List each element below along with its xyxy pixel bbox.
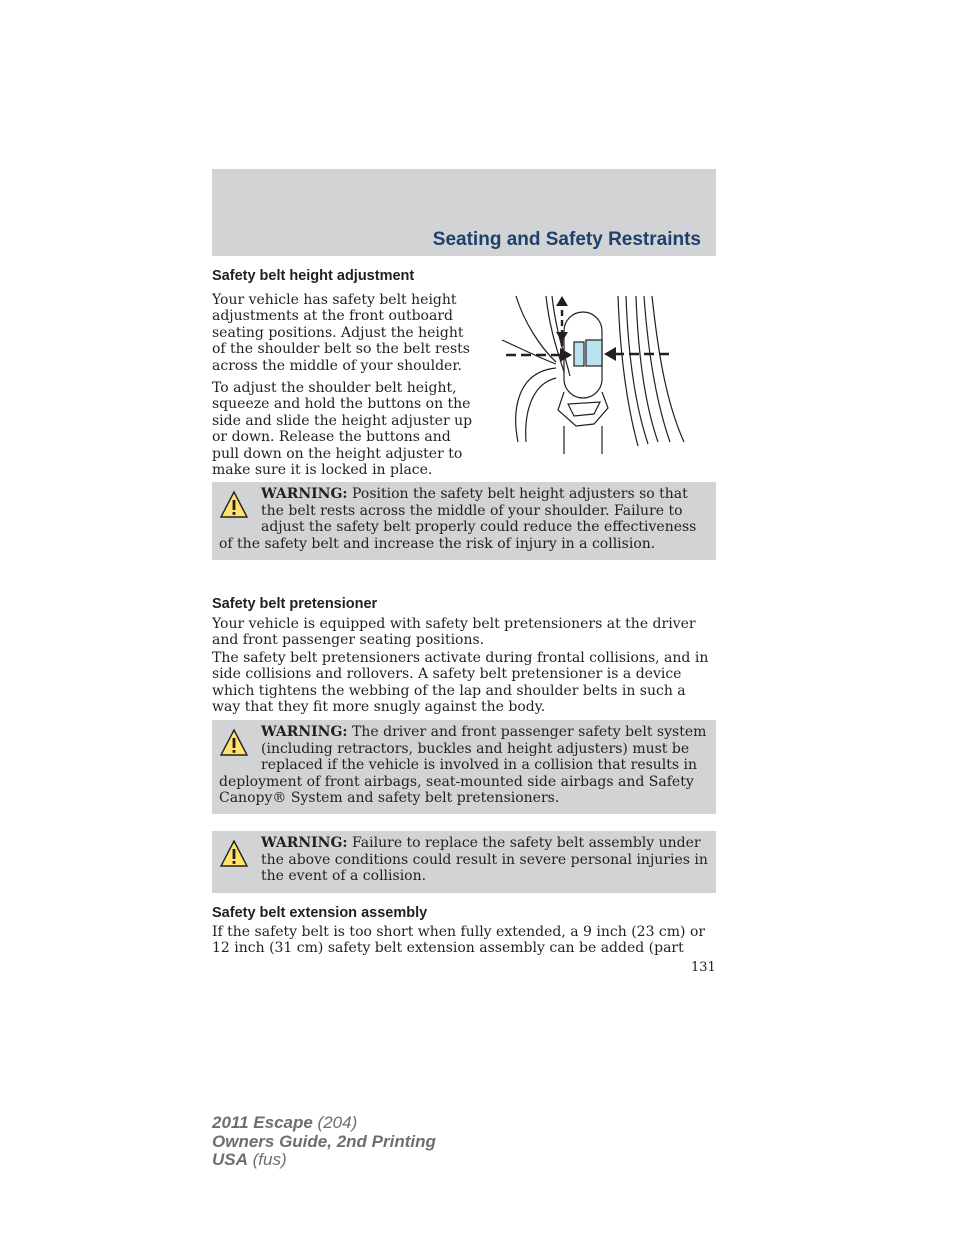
heading-height-adjustment: Safety belt height adjustment bbox=[212, 268, 415, 284]
warning-box-pretensioner-1 bbox=[212, 720, 716, 814]
warning-text-height bbox=[219, 486, 708, 552]
footer-model: 2011 Escape bbox=[212, 1113, 313, 1132]
warning-box-height bbox=[212, 482, 716, 560]
section-header-band bbox=[212, 169, 716, 256]
warning-label: WARNING: bbox=[261, 486, 348, 502]
warning-label: WARNING: bbox=[261, 835, 348, 851]
warning-body: The driver and front passenger safety belt system (including retractors, buckles and height adjusters) must be replaced if the vehicle is involved in a collision that results in deployment of front airbags, seat-mounted side airbags and Safety Canopy® System and safety belt pretensioners. bbox=[219, 724, 707, 806]
footer-market: USA bbox=[212, 1150, 248, 1169]
document-footer bbox=[212, 1114, 436, 1170]
warning-text-pretensioner-1 bbox=[219, 724, 708, 807]
footer-guide-edition: Owners Guide, 2nd Printing bbox=[212, 1131, 436, 1151]
warning-box-pretensioner-2 bbox=[212, 831, 716, 893]
section-title: Seating and Safety Restraints bbox=[432, 229, 701, 250]
warning-body: Failure to replace the safety belt assembly under the above conditions could result in severe personal injuries in the event of a collision. bbox=[261, 835, 708, 884]
heading-extension-assembly: Safety belt extension assembly bbox=[212, 905, 428, 921]
warning-triangle-icon bbox=[219, 839, 249, 869]
page-number: 131 bbox=[691, 960, 716, 975]
footer-model-code: (204) bbox=[312, 1113, 358, 1132]
paragraph-extension-1: If the safety belt is too short when fully extended, a 9 inch (23 cm) or 12 inch (31 cm) safety belt extension assembly can be added (part bbox=[212, 924, 706, 957]
warning-label: WARNING: bbox=[261, 724, 348, 740]
belt-height-adjuster-illustration bbox=[498, 292, 716, 454]
warning-text-pretensioner-2 bbox=[219, 835, 708, 885]
footer-market-code: (fus) bbox=[247, 1150, 287, 1169]
heading-pretensioner: Safety belt pretensioner bbox=[212, 596, 378, 612]
warning-triangle-icon bbox=[219, 728, 249, 758]
paragraph-height-1: Your vehicle has safety belt height adjustments at the front outboard seating positions. Adjust the height of the shoulder belt so the belt rests across the middle of your shoulder. bbox=[212, 292, 470, 374]
paragraph-pretensioner-2: The safety belt pretensioners activate during frontal collisions, and in side collisions and rollovers. A safety belt pretensioner is a device which tightens the webbing of the lap and shoulder belts in such a way that they fit more snugly against the body. bbox=[212, 650, 709, 716]
paragraph-pretensioner-1: Your vehicle is equipped with safety belt pretensioners at the driver and front passenger seating positions. bbox=[212, 616, 696, 649]
paragraph-height-2: To adjust the shoulder belt height, squeeze and hold the buttons on the side and slide the height adjuster up or down. Release the buttons and pull down on the height adjuster to make sure it is locked in place. bbox=[212, 380, 473, 479]
warning-body: Position the safety belt height adjusters so that the belt rests across the middle of your shoulder. Failure to adjust the safety belt properly could reduce the effectiveness of the safety belt and increase the risk of injury in a collision. bbox=[219, 486, 697, 552]
warning-triangle-icon bbox=[219, 490, 249, 520]
